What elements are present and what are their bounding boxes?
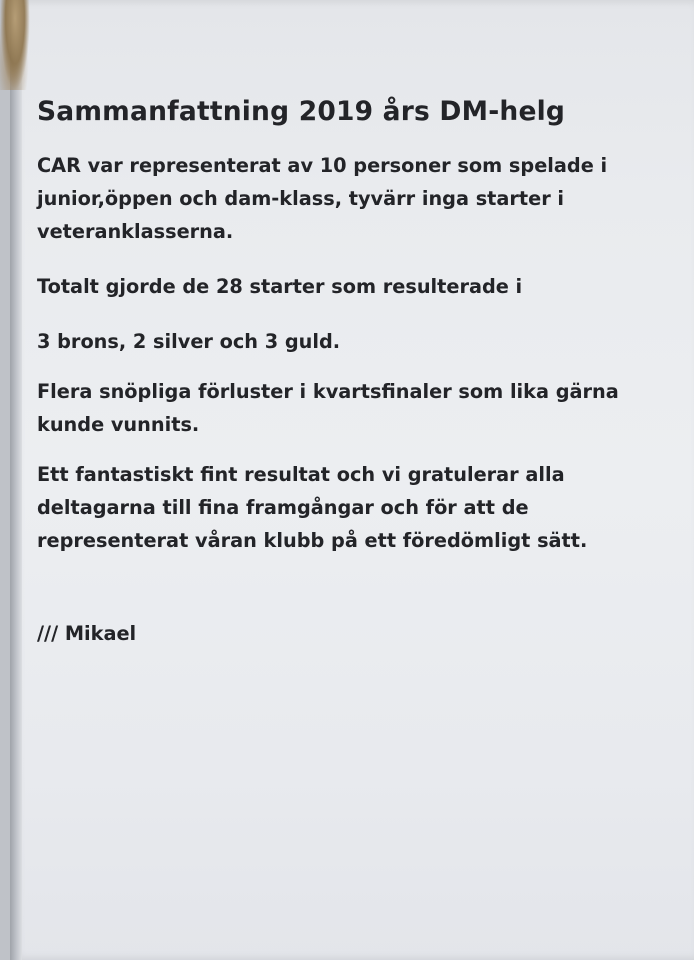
paragraph-participants [37, 149, 677, 248]
paragraph-line: CAR var representerat av 10 personer som spelade i [37, 154, 608, 177]
paragraph-congratulations [37, 458, 677, 557]
paragraph-line: Ett fantastiskt fint resultat och vi gratulerar alla [37, 463, 565, 486]
paragraph-line: 3 brons, 2 silver och 3 guld. [37, 330, 341, 353]
hanging-string [0, 0, 30, 90]
paragraph-line: kunde vunnits. [37, 413, 200, 436]
paragraph-medals [37, 325, 677, 358]
paragraph-losses [37, 375, 677, 441]
paragraph-line: representerat våran klubb på ett föredömligt sätt. [37, 529, 588, 552]
notice-content [37, 96, 677, 645]
paragraph-starts [37, 270, 677, 303]
signature: /// Mikael [37, 622, 137, 645]
paragraph-line: Totalt gjorde de 28 starter som resulterade i [37, 275, 523, 298]
notice-title: Sammanfattning 2019 års DM-helg [37, 96, 566, 127]
paragraph-line: deltagarna till fina framgångar och för att de [37, 496, 529, 519]
paper-fold-edge [10, 0, 22, 960]
paragraph-line: veteranklasserna. [37, 220, 234, 243]
paragraph-line: junior,öppen och dam-klass, tyvärr inga starter i [37, 187, 565, 210]
paragraph-line: Flera snöpliga förluster i kvartsfinaler som lika gärna [37, 380, 619, 403]
